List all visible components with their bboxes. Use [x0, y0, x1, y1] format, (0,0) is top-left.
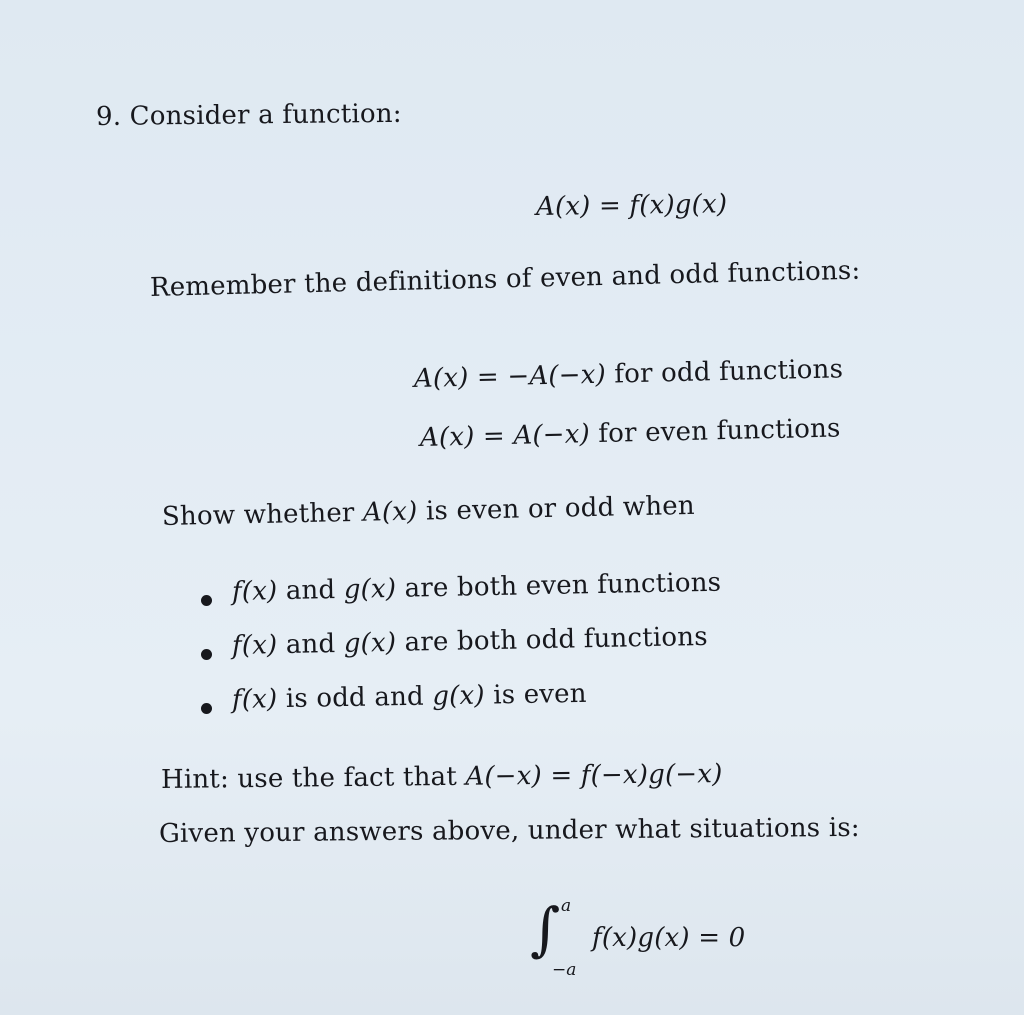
case-g: g(x): [343, 627, 397, 659]
show-math: A(x): [362, 496, 418, 528]
hint-prefix: Hint: use the fact that: [160, 761, 458, 795]
function-definition: A(x) = f(x)g(x): [535, 189, 728, 222]
bullet-icon: [201, 703, 212, 714]
hint-math: A(−x) = f(−x)g(−x): [465, 759, 723, 792]
case-tail: are both odd functions: [404, 621, 709, 658]
integral-upper-limit: a: [561, 896, 572, 916]
case-tail: is even: [492, 678, 587, 711]
show-whether-text: [162, 491, 695, 532]
case-item-1: [232, 568, 722, 607]
bullet-icon: [201, 595, 212, 606]
case-f: f(x): [231, 576, 278, 607]
even-equation: A(x) = A(−x): [419, 419, 591, 453]
remember-text: Remember the definitions of even and odd functions:: [149, 255, 861, 303]
case-g: g(x): [432, 680, 485, 712]
even-label: for even functions: [598, 413, 841, 449]
case-f: f(x): [231, 630, 278, 661]
case-tail: are both even functions: [404, 567, 722, 604]
case-g: g(x): [343, 573, 397, 605]
case-mid: and: [285, 575, 336, 606]
integral-lower-limit: −a: [552, 960, 577, 980]
case-item-3: [232, 679, 587, 715]
case-item-2: [232, 622, 708, 661]
show-suffix: is even or odd when: [425, 490, 696, 527]
hint-text: [161, 759, 723, 795]
question-number: 9.: [95, 101, 122, 132]
question-intro: Consider a function:: [129, 98, 402, 132]
integral-body: f(x)g(x) = 0: [592, 923, 746, 953]
case-f: f(x): [231, 684, 278, 715]
bullet-icon: [201, 649, 212, 660]
odd-definition: [414, 354, 844, 394]
odd-equation: A(x) = −A(−x): [413, 359, 607, 394]
show-prefix: Show whether: [161, 497, 355, 532]
odd-label: for odd functions: [614, 354, 844, 390]
even-definition: [420, 413, 841, 453]
integral-sign-icon: ∫: [530, 895, 561, 963]
case-mid: is odd and: [285, 681, 425, 715]
case-mid: and: [285, 629, 336, 660]
question-header: [96, 99, 402, 132]
given-text: Given your answers above, under what situations is:: [158, 812, 860, 849]
